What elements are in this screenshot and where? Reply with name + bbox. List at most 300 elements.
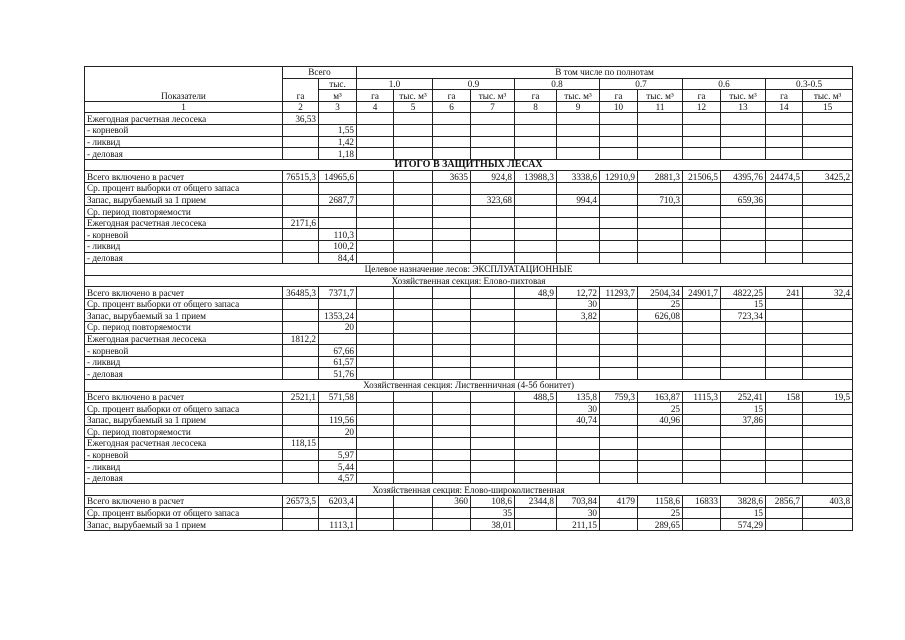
table-cell <box>557 252 600 264</box>
table-cell <box>683 206 721 218</box>
section-row <box>85 159 853 171</box>
table-cell: 24901,7 <box>683 287 721 299</box>
row-label: Ежегодная расчетная лесосека <box>85 113 283 125</box>
table-cell <box>766 426 803 438</box>
table-cell <box>803 368 853 380</box>
table-cell <box>319 206 357 218</box>
table-cell <box>766 298 803 310</box>
table-cell <box>638 356 683 368</box>
table-cell <box>283 206 319 218</box>
table-cell: 2881,3 <box>638 171 683 183</box>
table-cell <box>319 438 357 450</box>
table-cell: 13988,3 <box>515 171 557 183</box>
table-cell <box>394 287 433 299</box>
table-cell <box>557 206 600 218</box>
table-cell: 163,87 <box>638 391 683 403</box>
table-cell <box>471 438 515 450</box>
table-cell <box>357 507 394 519</box>
table-cell <box>433 206 471 218</box>
table-cell: 241 <box>766 287 803 299</box>
table-cell <box>283 240 319 252</box>
table-cell: 110,3 <box>319 229 357 241</box>
table-cell <box>394 148 433 160</box>
table-cell <box>515 368 557 380</box>
table-cell: 924,8 <box>471 171 515 183</box>
table-cell <box>803 472 853 484</box>
table-cell <box>600 461 638 473</box>
table-cell <box>683 345 721 357</box>
table-cell <box>721 322 766 334</box>
table-cell: 25 <box>638 298 683 310</box>
table-cell <box>283 136 319 148</box>
table-cell <box>283 322 319 334</box>
table-cell <box>357 182 394 194</box>
table-cell <box>357 333 394 345</box>
table-row <box>85 217 853 229</box>
column-number: 10 <box>600 101 638 113</box>
column-number: 4 <box>357 101 394 113</box>
row-label: - деловая <box>85 252 283 264</box>
table-cell <box>766 345 803 357</box>
table-cell <box>394 345 433 357</box>
row-label: - деловая <box>85 368 283 380</box>
table-cell <box>600 252 638 264</box>
table-cell <box>683 461 721 473</box>
unit-ga: га <box>683 90 721 102</box>
table-cell <box>515 449 557 461</box>
table-cell <box>433 391 471 403</box>
table-cell: 40,96 <box>638 414 683 426</box>
table-cell <box>471 322 515 334</box>
row-label: - ликвид <box>85 240 283 252</box>
table-cell <box>683 298 721 310</box>
density-header: 1.0 <box>357 78 433 90</box>
table-cell <box>683 472 721 484</box>
table-cell <box>683 356 721 368</box>
table-cell: 30 <box>557 403 600 415</box>
table-cell <box>515 113 557 125</box>
table-cell <box>471 391 515 403</box>
row-label: Ср. период повторяемости <box>85 426 283 438</box>
table-cell <box>515 426 557 438</box>
subsection-row <box>85 264 853 276</box>
subsection-row <box>85 275 853 287</box>
table-cell: 11293,7 <box>600 287 638 299</box>
table-cell <box>394 495 433 507</box>
subsection-title: Целевое назначение лесов: ЭКСПЛУАТАЦИОННЫЕ <box>85 264 853 276</box>
table-cell <box>557 356 600 368</box>
table-cell <box>357 426 394 438</box>
unit-tys-m3: тыс. м³ <box>471 90 515 102</box>
table-cell: 710,3 <box>638 194 683 206</box>
table-cell <box>283 252 319 264</box>
table-row <box>85 171 853 183</box>
table-cell: 21506,5 <box>683 171 721 183</box>
column-number: 11 <box>638 101 683 113</box>
table-cell <box>515 206 557 218</box>
table-cell: 2687,7 <box>319 194 357 206</box>
table-row <box>85 206 853 218</box>
table-row <box>85 403 853 415</box>
column-number: 5 <box>394 101 433 113</box>
column-number: 14 <box>766 101 803 113</box>
table-cell: 1,42 <box>319 136 357 148</box>
table-cell <box>283 356 319 368</box>
table-cell: 119,56 <box>319 414 357 426</box>
table-cell <box>600 507 638 519</box>
column-number: 6 <box>433 101 471 113</box>
table-cell <box>766 252 803 264</box>
table-cell: 51,76 <box>319 368 357 380</box>
table-cell <box>471 217 515 229</box>
table-cell <box>433 252 471 264</box>
table-cell <box>721 148 766 160</box>
table-cell <box>319 217 357 229</box>
table-cell <box>357 252 394 264</box>
table-cell <box>394 403 433 415</box>
table-cell: 158 <box>766 391 803 403</box>
table-cell: 2504,34 <box>638 287 683 299</box>
table-row <box>85 298 853 310</box>
table-cell <box>803 322 853 334</box>
table-cell <box>766 507 803 519</box>
table-cell: 37,86 <box>721 414 766 426</box>
table-cell <box>638 240 683 252</box>
table-cell <box>283 519 319 531</box>
table-cell: 40,74 <box>557 414 600 426</box>
table-cell <box>471 182 515 194</box>
table-cell <box>357 414 394 426</box>
table-cell <box>600 298 638 310</box>
table-cell <box>515 194 557 206</box>
table-cell <box>803 449 853 461</box>
table-cell <box>394 449 433 461</box>
table-cell <box>394 333 433 345</box>
table-cell <box>803 345 853 357</box>
row-label: Ежегодная расчетная лесосека <box>85 217 283 229</box>
table-cell <box>515 252 557 264</box>
table-cell <box>721 345 766 357</box>
table-cell <box>721 217 766 229</box>
table-cell <box>638 217 683 229</box>
table-cell: 25 <box>638 403 683 415</box>
table-cell <box>394 124 433 136</box>
table-cell <box>600 449 638 461</box>
table-row <box>85 136 853 148</box>
table-row <box>85 519 853 531</box>
table-cell <box>433 426 471 438</box>
table-cell <box>515 229 557 241</box>
table-cell <box>803 148 853 160</box>
table-cell <box>515 182 557 194</box>
row-label: Ср. период повторяемости <box>85 322 283 334</box>
table-cell <box>433 461 471 473</box>
table-cell <box>803 519 853 531</box>
table-cell <box>471 136 515 148</box>
table-cell <box>683 519 721 531</box>
row-label: - деловая <box>85 148 283 160</box>
table-row <box>85 322 853 334</box>
table-cell <box>683 414 721 426</box>
table-cell: 1158,6 <box>638 495 683 507</box>
table-cell <box>557 229 600 241</box>
table-cell <box>394 136 433 148</box>
table-cell <box>283 426 319 438</box>
table-cell <box>803 194 853 206</box>
table-cell: 14965,6 <box>319 171 357 183</box>
unit-ga: га <box>357 90 394 102</box>
table-cell <box>600 136 638 148</box>
unit-ga: га <box>433 90 471 102</box>
unit-tys-m3: тыс. м³ <box>803 90 853 102</box>
table-cell <box>721 461 766 473</box>
table-cell <box>433 229 471 241</box>
table-cell: 360 <box>433 495 471 507</box>
table-cell <box>394 310 433 322</box>
table-cell: 659,36 <box>721 194 766 206</box>
table-cell <box>433 356 471 368</box>
table-cell: 30 <box>557 507 600 519</box>
column-number-row <box>85 101 853 113</box>
table-cell <box>357 472 394 484</box>
table-cell <box>803 124 853 136</box>
table-cell <box>283 368 319 380</box>
table-cell: 403,8 <box>803 495 853 507</box>
table-row <box>85 414 853 426</box>
table-cell <box>766 217 803 229</box>
table-cell <box>357 287 394 299</box>
table-cell <box>803 461 853 473</box>
column-number: 8 <box>515 101 557 113</box>
unit-tys-m3: тыс. м³ <box>394 90 433 102</box>
table-cell: 2521,1 <box>283 391 319 403</box>
table-cell <box>471 148 515 160</box>
table-cell <box>471 229 515 241</box>
table-cell <box>357 171 394 183</box>
table-cell: 759,3 <box>600 391 638 403</box>
table-cell <box>721 472 766 484</box>
table-cell <box>683 403 721 415</box>
unit-ga: га <box>600 90 638 102</box>
table-cell <box>600 356 638 368</box>
table-cell <box>394 507 433 519</box>
table-cell <box>766 124 803 136</box>
table-cell <box>283 124 319 136</box>
table-cell <box>283 449 319 461</box>
table-row <box>85 507 853 519</box>
row-label: Запас, вырубаемый за 1 прием <box>85 194 283 206</box>
table-cell <box>557 124 600 136</box>
table-cell <box>471 240 515 252</box>
table-cell <box>638 438 683 450</box>
table-cell <box>803 403 853 415</box>
table-cell <box>471 113 515 125</box>
table-cell <box>638 333 683 345</box>
table-cell: 574,29 <box>721 519 766 531</box>
table-cell <box>557 240 600 252</box>
table-cell <box>357 356 394 368</box>
table-cell: 24474,5 <box>766 171 803 183</box>
table-cell <box>557 322 600 334</box>
table-row <box>85 287 853 299</box>
table-cell <box>394 252 433 264</box>
table-cell <box>557 136 600 148</box>
table-cell: 3635 <box>433 171 471 183</box>
table-cell <box>515 217 557 229</box>
row-label: - корневой <box>85 449 283 461</box>
table-cell <box>433 472 471 484</box>
table-cell: 25 <box>638 507 683 519</box>
table-cell <box>683 368 721 380</box>
table-cell <box>638 461 683 473</box>
table-cell <box>433 194 471 206</box>
table-cell <box>600 182 638 194</box>
table-cell: 289,65 <box>638 519 683 531</box>
table-cell <box>721 206 766 218</box>
table-cell <box>433 449 471 461</box>
table-cell <box>433 217 471 229</box>
table-cell: 1113,1 <box>319 519 357 531</box>
table-cell <box>394 414 433 426</box>
column-number: 12 <box>683 101 721 113</box>
row-label: Всего включено в расчет <box>85 171 283 183</box>
table-cell <box>683 136 721 148</box>
table-cell: 20 <box>319 426 357 438</box>
table-cell <box>319 182 357 194</box>
table-cell <box>683 310 721 322</box>
column-number: 2 <box>283 101 319 113</box>
table-cell <box>600 414 638 426</box>
table-cell <box>515 148 557 160</box>
table-cell <box>433 368 471 380</box>
table-cell: 16833 <box>683 495 721 507</box>
column-number: 3 <box>319 101 357 113</box>
table-cell <box>766 182 803 194</box>
table-cell <box>638 252 683 264</box>
column-number: 15 <box>803 101 853 113</box>
table-cell: 1353,24 <box>319 310 357 322</box>
table-cell <box>683 182 721 194</box>
table-cell <box>515 472 557 484</box>
table-cell <box>471 472 515 484</box>
table-cell <box>357 298 394 310</box>
table-cell <box>283 310 319 322</box>
header-pokazateli: Показатели <box>85 67 283 102</box>
table-cell <box>638 472 683 484</box>
table-cell <box>803 136 853 148</box>
table-row <box>85 182 853 194</box>
table-cell <box>283 414 319 426</box>
row-label: Ежегодная расчетная лесосека <box>85 438 283 450</box>
table-cell <box>766 472 803 484</box>
table-cell: 118,15 <box>283 438 319 450</box>
table-cell <box>433 148 471 160</box>
table-row <box>85 495 853 507</box>
table-row <box>85 113 853 125</box>
table-cell <box>803 438 853 450</box>
table-cell: 32,4 <box>803 287 853 299</box>
table-cell <box>766 449 803 461</box>
table-cell <box>357 240 394 252</box>
table-cell <box>394 356 433 368</box>
table-cell <box>766 368 803 380</box>
table-row <box>85 438 853 450</box>
table-cell <box>638 206 683 218</box>
table-header <box>85 67 853 113</box>
table-cell: 5,97 <box>319 449 357 461</box>
table-row <box>85 472 853 484</box>
table-cell <box>638 322 683 334</box>
table-cell <box>766 113 803 125</box>
subsection-row <box>85 484 853 496</box>
table-cell <box>557 472 600 484</box>
table-cell <box>515 461 557 473</box>
table-cell <box>357 322 394 334</box>
table-cell: 36485,3 <box>283 287 319 299</box>
unit-tys-m3: тыс. м³ <box>638 90 683 102</box>
table-cell <box>766 229 803 241</box>
table-cell <box>394 182 433 194</box>
table-cell <box>600 229 638 241</box>
header-vsego: Всего <box>283 67 357 79</box>
table-cell <box>803 507 853 519</box>
table-cell <box>471 368 515 380</box>
table-cell <box>394 472 433 484</box>
table-cell <box>557 182 600 194</box>
table-cell <box>803 298 853 310</box>
table-cell <box>683 438 721 450</box>
table-cell <box>283 472 319 484</box>
table-cell <box>357 495 394 507</box>
unit-tys-m3: тыс. м³ <box>557 90 600 102</box>
table-row <box>85 194 853 206</box>
table-cell <box>515 403 557 415</box>
table-cell <box>433 414 471 426</box>
table-cell <box>471 356 515 368</box>
table-cell <box>766 461 803 473</box>
table-body <box>85 113 853 530</box>
table-cell <box>515 240 557 252</box>
table-cell <box>283 182 319 194</box>
row-label: Всего включено в расчет <box>85 287 283 299</box>
table-cell <box>471 426 515 438</box>
table-row <box>85 240 853 252</box>
table-cell <box>471 287 515 299</box>
table-cell <box>683 333 721 345</box>
table-row <box>85 461 853 473</box>
table-cell <box>394 322 433 334</box>
table-row <box>85 449 853 461</box>
subsection-row <box>85 380 853 392</box>
column-number: 13 <box>721 101 766 113</box>
table-cell <box>600 345 638 357</box>
column-number: 7 <box>471 101 515 113</box>
table-cell: 1,18 <box>319 148 357 160</box>
table-cell <box>803 310 853 322</box>
column-number: 9 <box>557 101 600 113</box>
density-header: 0.8 <box>515 78 600 90</box>
table-row <box>85 426 853 438</box>
table-cell <box>394 113 433 125</box>
table-cell <box>803 414 853 426</box>
table-cell: 76515,3 <box>283 171 319 183</box>
table-cell: 20 <box>319 322 357 334</box>
table-cell <box>433 136 471 148</box>
table-cell <box>357 438 394 450</box>
row-label: Запас, вырубаемый за 1 прием <box>85 519 283 531</box>
header-vtom: В том числе по полнотам <box>357 67 853 79</box>
table-cell <box>471 206 515 218</box>
